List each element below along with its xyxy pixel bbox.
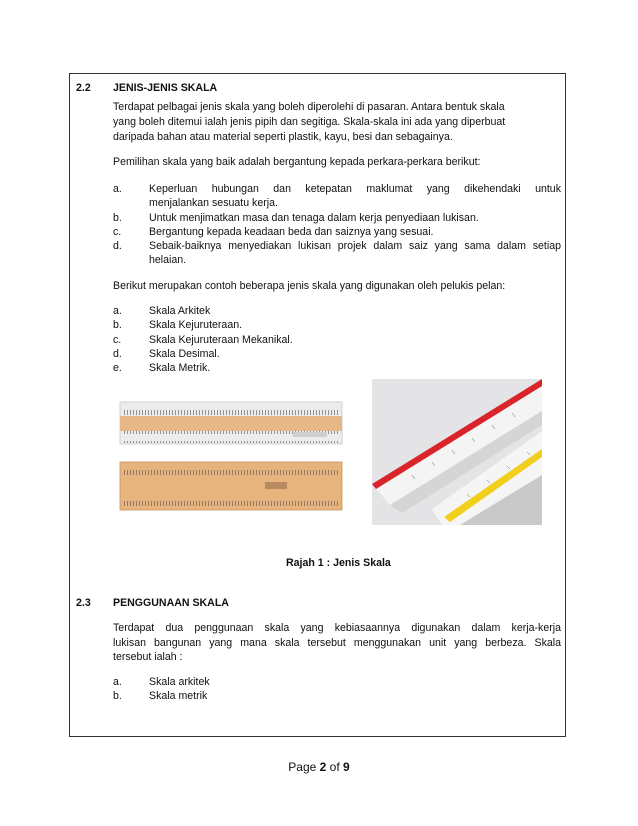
paragraph-line: lukisan bangunan yang mana skala tersebut menggunakan unit yang berbeza. Skala bbox=[113, 637, 561, 649]
figure-caption: Rajah 1 : Jenis Skala bbox=[286, 557, 391, 569]
page-footer bbox=[0, 760, 638, 774]
list-marker: c. bbox=[113, 226, 122, 238]
paragraph-line: yang boleh ditemui ialah jenis pipih dan segitiga. Skala-skala ini ada yang diperbuat bbox=[113, 116, 506, 128]
list-item-text: Untuk menjimatkan masa dan tenaga dalam kerja penyediaan lukisan. bbox=[149, 212, 479, 224]
list-item-text: Bergantung kepada keadaan beda dan saiznya yang sesuai. bbox=[149, 226, 434, 238]
section-title: PENGGUNAAN SKALA bbox=[113, 597, 229, 609]
section-title: JENIS-JENIS SKALA bbox=[113, 82, 218, 94]
list-item-text: helaian. bbox=[149, 254, 187, 266]
list-item-text: Skala Arkitek bbox=[149, 305, 211, 317]
paragraph-line: Pemilihan skala yang baik adalah bergantung kepada perkara-perkara berikut: bbox=[113, 156, 481, 168]
paragraph-line: Terdapat pelbagai jenis skala yang boleh diperolehi di pasaran. Antara bentuk skala bbox=[113, 101, 505, 113]
list-marker: c. bbox=[113, 334, 122, 346]
list-marker: d. bbox=[113, 240, 122, 252]
current-page: 2 bbox=[319, 760, 327, 774]
section-number: 2.3 bbox=[76, 597, 91, 609]
flat-rulers-image bbox=[115, 398, 347, 516]
list-marker: a. bbox=[113, 305, 122, 317]
total-pages: 9 bbox=[343, 760, 350, 774]
list-item-text: Skala Metrik. bbox=[149, 362, 211, 374]
list-marker: b. bbox=[113, 212, 122, 224]
list-item-text: Skala arkitek bbox=[149, 676, 210, 688]
list-item-text: Skala metrik bbox=[149, 690, 208, 702]
list-marker: d. bbox=[113, 348, 122, 360]
paragraph-line: daripada bahan atau material seperti plastik, kayu, besi dan sebagainya. bbox=[113, 131, 453, 143]
paragraph-line: Terdapat dua penggunaan skala yang kebiasaannya digunakan dalam kerja-kerja bbox=[113, 622, 561, 634]
paragraph-line: Berikut merupakan contoh beberapa jenis skala yang digunakan oleh pelukis pelan: bbox=[113, 280, 506, 292]
triangular-scale-image bbox=[372, 379, 542, 525]
list-marker: a. bbox=[113, 676, 122, 688]
list-marker: e. bbox=[113, 362, 122, 374]
list-item-text: Keperluan hubungan dan ketepatan maklumat yang dikehendaki untuk bbox=[149, 183, 561, 195]
list-item-text: Sebaik-baiknya menyediakan lukisan projek dalam saiz yang sama dalam setiap bbox=[149, 240, 561, 252]
footer-prefix: Page bbox=[288, 760, 320, 774]
list-item-text: Skala Desimal. bbox=[149, 348, 220, 360]
list-item-text: Skala Kejuruteraan. bbox=[149, 319, 243, 331]
footer-middle: of bbox=[326, 760, 344, 774]
paragraph-line: tersebut ialah : bbox=[113, 651, 183, 663]
list-marker: b. bbox=[113, 690, 122, 702]
list-item-text: menjalankan sesuatu kerja. bbox=[149, 197, 278, 209]
list-item-text: Skala Kejuruteraan Mekanikal. bbox=[149, 334, 293, 346]
list-marker: a. bbox=[113, 183, 122, 195]
list-marker: b. bbox=[113, 319, 122, 331]
section-number: 2.2 bbox=[76, 82, 91, 94]
